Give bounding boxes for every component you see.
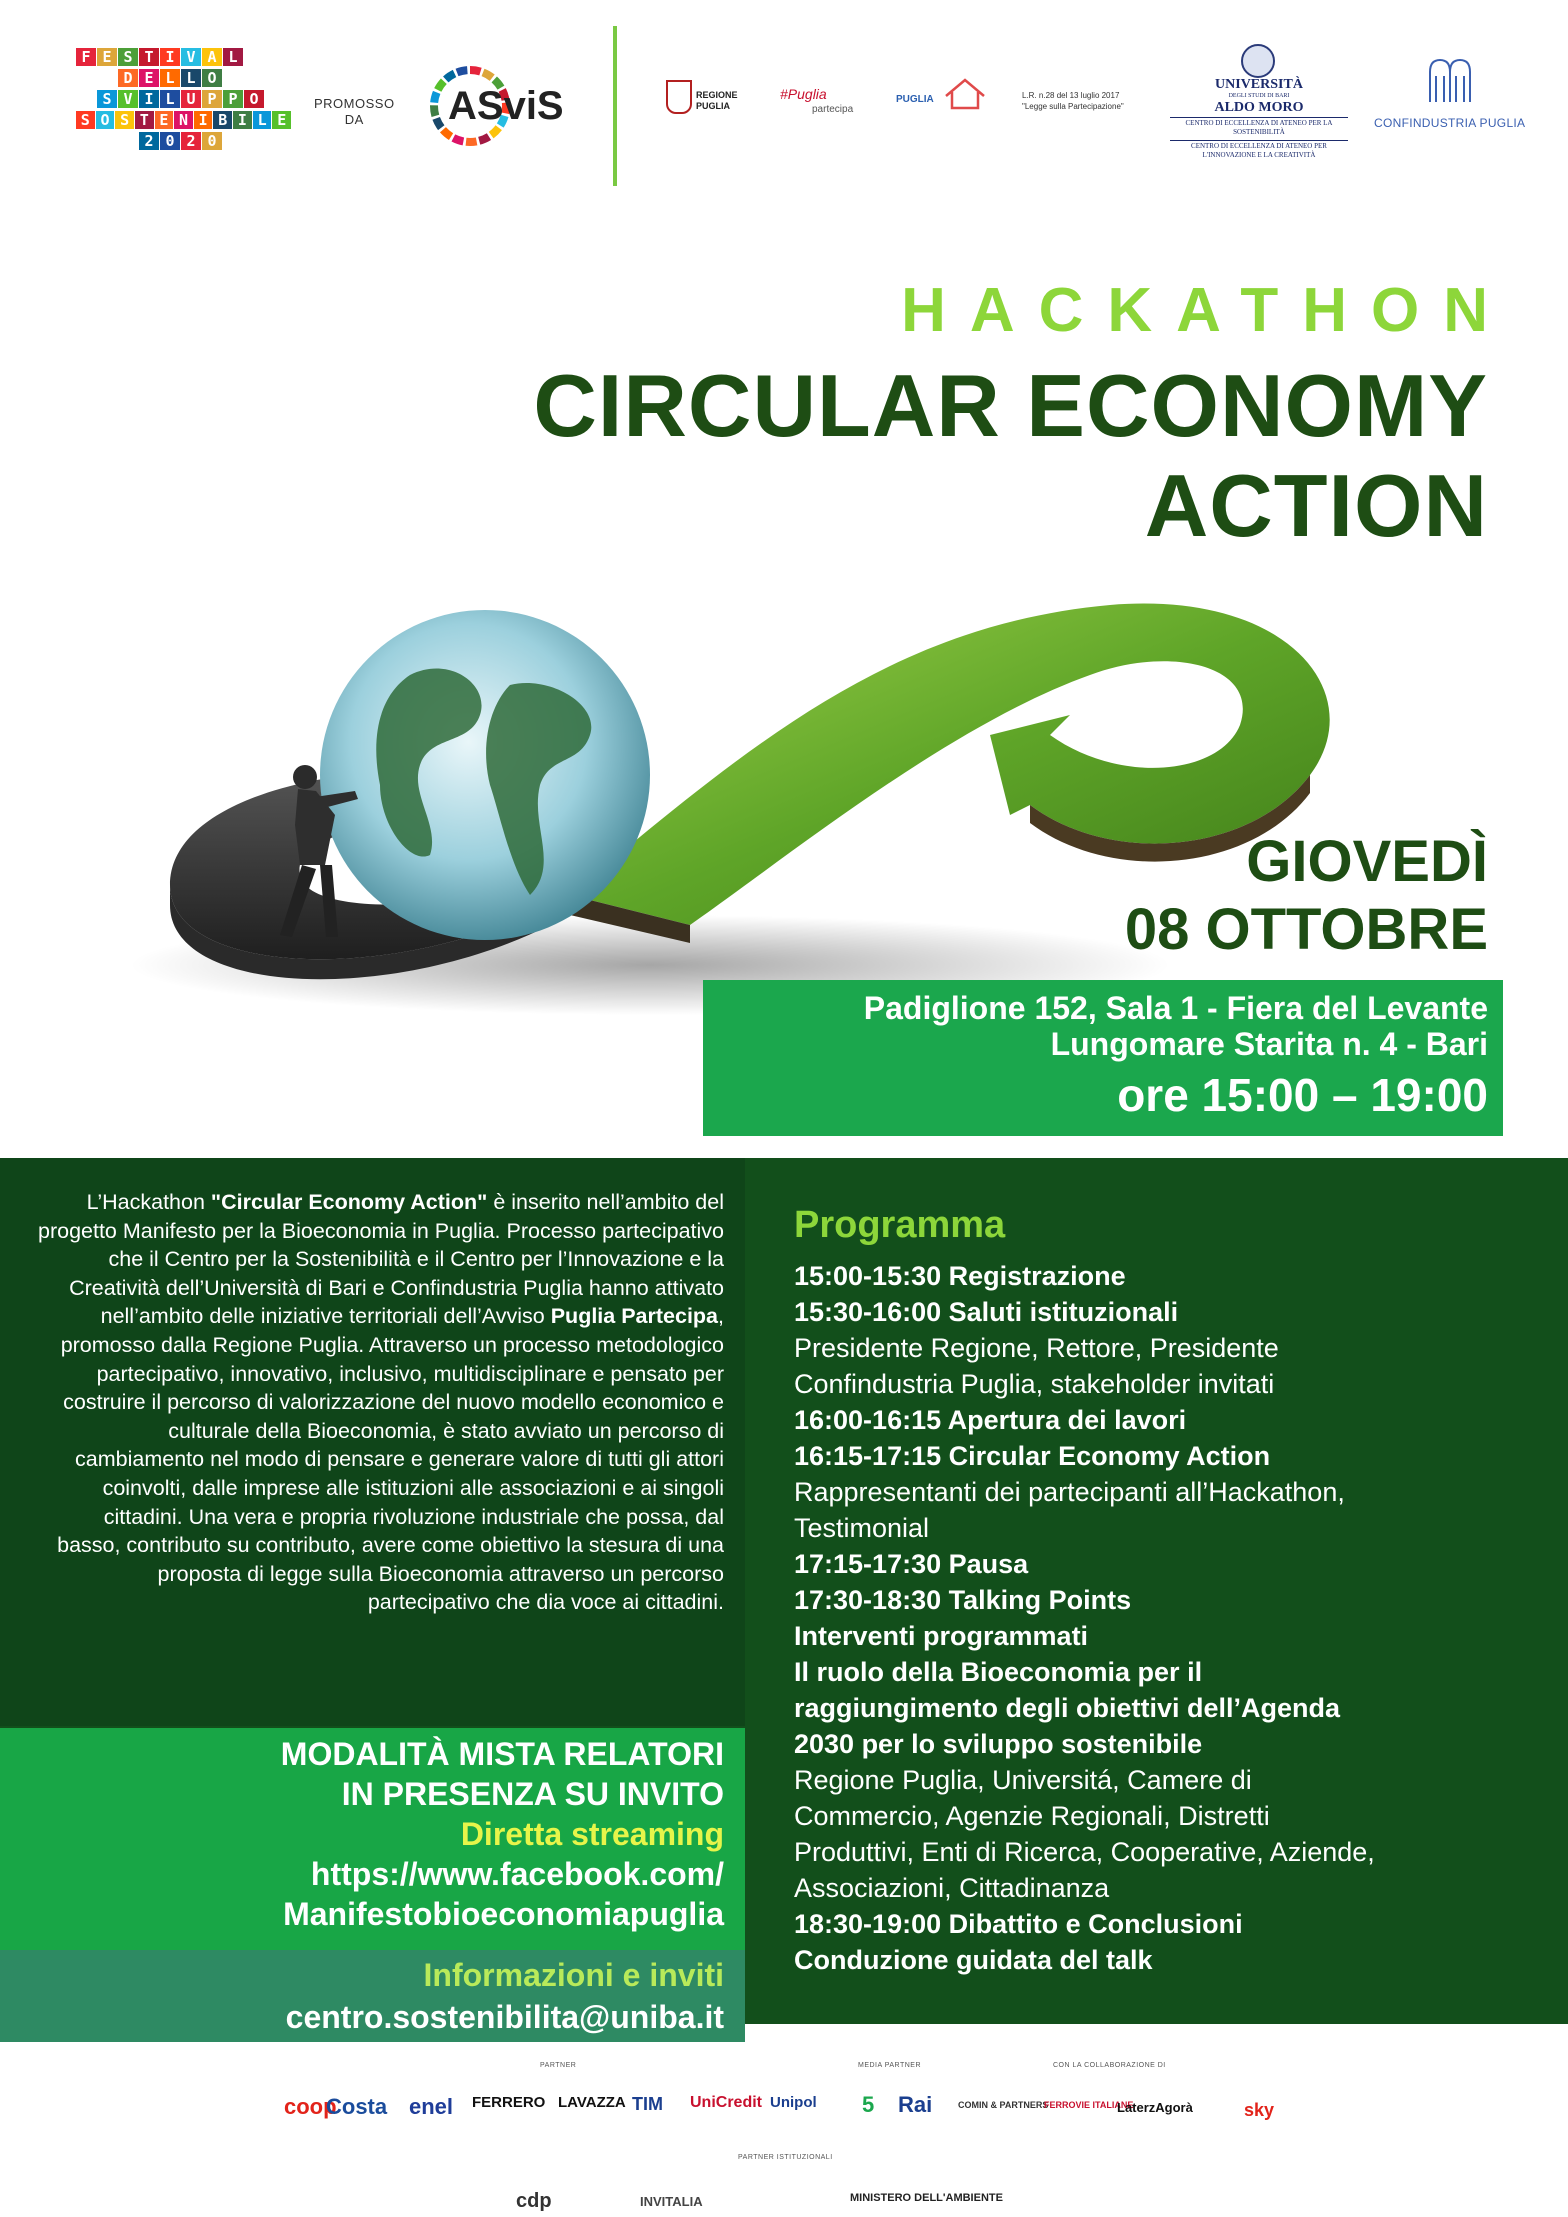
- festival-logo-letter: P: [223, 90, 243, 108]
- earth-globe: [320, 610, 650, 940]
- partner-logo: FERRERO: [472, 2094, 546, 2111]
- programma-item: 2030 per lo sviluppo sostenibile: [794, 1729, 1203, 1759]
- programma-item: Rappresentanti dei partecipanti all’Hackathon,: [794, 1477, 1345, 1507]
- festival-logo-letter: N: [174, 111, 193, 129]
- programma-item: Confindustria Puglia, stakeholder invitati: [794, 1369, 1275, 1399]
- asvis-ring-segment: [438, 81, 444, 90]
- festival-logo-letter: I: [194, 111, 213, 129]
- collaborazione-heading: CON LA COLLABORAZIONE DI: [1053, 2062, 1166, 2069]
- asvis-ring-segment: [436, 118, 441, 127]
- contact-email-link[interactable]: centro.sostenibilita@uniba.it: [285, 1999, 724, 2035]
- festival-logo-row: [76, 132, 292, 150]
- event-weekday: GIOVEDÌ: [1246, 829, 1488, 894]
- festival-logo-letter: 2: [181, 132, 201, 150]
- partner-logo: LAVAZZA: [558, 2094, 626, 2111]
- puglia-semplice-logo: PUGLIA: [896, 94, 934, 105]
- partner-logo: UniCredit: [690, 2094, 762, 2111]
- festival-logo-letter: 2: [139, 132, 159, 150]
- festival-logo-row: [76, 48, 292, 66]
- festival-logo-letter: E: [139, 69, 159, 87]
- event-date: 08 OTTOBRE: [1124, 897, 1488, 962]
- festival-logo-letter: B: [213, 111, 232, 129]
- programma-item: 17:30-18:30 Talking Points: [794, 1585, 1132, 1615]
- festival-logo-letter: E: [97, 48, 117, 66]
- festival-logo-letter: I: [233, 111, 252, 129]
- modalita-line1: MODALITÀ MISTA RELATORI: [280, 1736, 724, 1772]
- festival-logo-letter: V: [118, 90, 138, 108]
- festival-logo-letter: L: [181, 69, 201, 87]
- festival-logo-letter: E: [272, 111, 291, 129]
- programma-item: Associazioni, Cittadinanza: [794, 1873, 1110, 1903]
- festival-logo-letter: L: [160, 69, 180, 87]
- festival-logo-letter: O: [244, 90, 264, 108]
- hackathon-kicker: HACKATHON: [901, 276, 1512, 345]
- promosso-da-label: PROMOSSO DA: [314, 96, 395, 127]
- asvis-ring-segment: [470, 70, 480, 72]
- asvis-ring-segment: [457, 70, 467, 72]
- confindustria-logo: CONFINDUSTRIA PUGLIA: [1374, 116, 1526, 130]
- media-partner-logo: Rai: [898, 2092, 933, 2117]
- asvis-ring-segment: [446, 73, 455, 79]
- programma-item: Testimonial: [794, 1513, 930, 1543]
- programma-item: Il ruolo della Bioeconomia per il: [794, 1657, 1203, 1687]
- festival-logo-letter: A: [202, 48, 222, 66]
- festival-logo-letter: 0: [202, 132, 222, 150]
- festival-logo-row: [76, 69, 292, 87]
- media-partner-heading: MEDIA PARTNER: [858, 2062, 922, 2069]
- programma-item: 15:30-16:00 Saluti istituzionali: [794, 1297, 1179, 1327]
- circular-economy-illustration: [130, 565, 1430, 1035]
- asvis-ring-segment: [479, 137, 489, 141]
- festival-logo-letter: I: [139, 90, 159, 108]
- festival-logo-letter: S: [97, 90, 117, 108]
- programma-item: raggiungimento degli obiettivi dell’Agenda: [794, 1693, 1341, 1723]
- festival-logo-letter: P: [202, 90, 222, 108]
- festival-logo-letter: D: [118, 69, 138, 87]
- programma-item: 16:00-16:15 Apertura dei lavori: [794, 1405, 1187, 1435]
- partner-logo: Costa: [326, 2094, 388, 2119]
- diretta-streaming-label: Diretta streaming: [460, 1816, 724, 1852]
- festival-logo-letter: S: [118, 48, 138, 66]
- facebook-link-line1[interactable]: https://www.facebook.com/: [310, 1856, 724, 1892]
- event-title-line1: CIRCULAR ECONOMY: [533, 356, 1488, 455]
- partner-logo: enel: [409, 2094, 454, 2119]
- programma-title: Programma: [794, 1204, 1006, 1246]
- programma-item: 16:15-17:15 Circular Economy Action: [794, 1441, 1271, 1471]
- intro-paragraph: L’Hackathon "Circular Economy Action" è inserito nell’ambito del progetto Manifesto per la Bioeconomia in Puglia. Processo partecipativo che il Centro per la Sostenibilità e il Centro per l’Innovazione e la Creatività dell’Università di Bari e Confindustria Puglia hanno attivato nell’ambito delle iniziative territoriali dell’Avviso Puglia Partecipa, promosso dalla Regione Puglia. Attraverso un processo metodologico partecipativo, innovativo, inclusivo, multidisciplinare e pensato per costruire il percorso di valorizzazione del nuovo modello economico e culturale della Bioeconomia, è stato avviato un percorso di cambiamento nel modo di pensare e generare valore di tutti gli attori coinvolti, dalle imprese alle istituzioni alle associazioni e ai singoli cittadini. Una vera e propria rivoluzione industriale che possa, dal basso, contributo su contributo, avere come obiettivo la stesura di una proposta di legge sulla Bioeconomia attraverso un percorso partecipativo che dia voce ai cittadini.: [38, 1190, 724, 1615]
- confindustria-emblem-icon: [1424, 54, 1476, 106]
- partner-logo: Unipol: [770, 2094, 817, 2111]
- partner-logo: coop: [284, 2094, 337, 2119]
- collaborazione-logo: LaterzAgorà: [1117, 2100, 1193, 2115]
- regione-puglia-logo: REGIONE PUGLIA: [696, 90, 738, 111]
- modalita-line2: IN PRESENZA SU INVITO: [341, 1776, 724, 1812]
- festival-logo-letter: S: [115, 111, 134, 129]
- festival-logo-row: [76, 111, 292, 129]
- programma-list: [794, 1258, 1534, 1978]
- partner-istituzionale-logo: cdp: [516, 2190, 552, 2212]
- festival-logo-letter: L: [223, 48, 243, 66]
- programma-item: 17:15-17:30 Pausa: [794, 1549, 1029, 1579]
- festival-logo-letter: T: [139, 48, 159, 66]
- uniba-logo: UNIVERSITÀ DEGLI STUDI DI BARI ALDO MORO CENTRO DI ECCELLENZA DI ATENEO PER LA SOSTENIBILITÀ CENTRO DI ECCELLENZA DI ATENEO PER L'INNOVAZIONE E LA CREATIVITÀ: [1170, 78, 1348, 160]
- partner-istituzionale-logo: INVITALIA: [640, 2194, 703, 2209]
- asvis-ring-segment: [443, 130, 451, 137]
- festival-logo-letter: U: [181, 90, 201, 108]
- festival-logo-letter: O: [202, 69, 222, 87]
- festival-logo-letter: S: [76, 111, 95, 129]
- programma-item: Interventi programmati: [794, 1621, 1089, 1651]
- legge-partecipazione-note: L.R. n.28 del 13 luglio 2017 "Legge sulla Partecipazione": [1022, 91, 1124, 111]
- asvis-ring-segment: [434, 92, 437, 102]
- media-partner-logo: 5: [862, 2092, 875, 2117]
- grass-loop: [570, 604, 1330, 925]
- programma-item: Regione Puglia, Universitá, Camere di: [794, 1765, 1252, 1795]
- festival-logo-letter: L: [253, 111, 272, 129]
- asvis-ring-segment: [434, 105, 435, 116]
- house-icon: [942, 76, 988, 112]
- partner-istituzionale-logo: MINISTERO DELL'AMBIENTE: [850, 2192, 1003, 2204]
- festival-logo-letter: E: [155, 111, 174, 129]
- asvis-ring-segment: [483, 72, 492, 77]
- festival-logo-letter: O: [96, 111, 115, 129]
- venue-address-line1: Padiglione 152, Sala 1 - Fiera del Levante: [863, 990, 1488, 1026]
- logo-divider: [613, 26, 617, 186]
- collaborazione-logo: FERROVIE ITALIANE: [1044, 2100, 1134, 2110]
- programma-item: Produttivi, Enti di Ricerca, Cooperative, Aziende,: [794, 1837, 1375, 1867]
- festival-logo-letter: L: [160, 90, 180, 108]
- asvis-wordmark: ASviS: [448, 84, 564, 128]
- venue-address-line2: Lungomare Starita n. 4 - Bari: [1050, 1026, 1488, 1062]
- asvis-ring-segment: [466, 141, 477, 142]
- programma-item: Commercio, Agenzie Regionali, Distretti: [794, 1801, 1270, 1831]
- partner-istituzionali-heading: PARTNER ISTITUZIONALI: [738, 2154, 833, 2161]
- uniba-crest-icon: [1241, 44, 1275, 78]
- regione-puglia-crest-icon: [666, 80, 692, 114]
- festival-logo-letter: F: [76, 48, 96, 66]
- festival-logo-letter: V: [181, 48, 201, 66]
- festival-logo-letter: 0: [160, 132, 180, 150]
- collaborazione-logo: sky: [1244, 2100, 1275, 2120]
- puglia-partecipa-sub: partecipa: [812, 104, 854, 115]
- festival-logo-letter: I: [160, 48, 180, 66]
- asvis-ring-segment: [453, 138, 463, 141]
- festival-logo: [76, 48, 292, 153]
- puglia-partecipa-logo: #Puglia: [780, 86, 827, 102]
- programma-item: 15:00-15:30 Registrazione: [794, 1261, 1126, 1291]
- festival-logo-letter: T: [135, 111, 154, 129]
- collaborazione-logo: COMIN & PARTNERS: [958, 2100, 1049, 2110]
- info-title: Informazioni e inviti: [423, 1957, 724, 1993]
- programma-item: 18:30-19:00 Dibattito e Conclusioni: [794, 1909, 1243, 1939]
- partner-heading: PARTNER: [540, 2062, 577, 2069]
- programma-item: Presidente Regione, Rettore, Presidente: [794, 1333, 1279, 1363]
- event-title-line2: ACTION: [1144, 456, 1488, 555]
- facebook-link-line2[interactable]: Manifestobioeconomiapuglia: [283, 1896, 724, 1932]
- festival-logo-row: [76, 90, 292, 108]
- partner-logo: TIM: [632, 2094, 663, 2114]
- event-time: ore 15:00 – 19:00: [1117, 1069, 1488, 1121]
- programma-item: Conduzione guidata del talk: [794, 1945, 1153, 1975]
- sponsors-footer: [0, 2042, 1568, 2217]
